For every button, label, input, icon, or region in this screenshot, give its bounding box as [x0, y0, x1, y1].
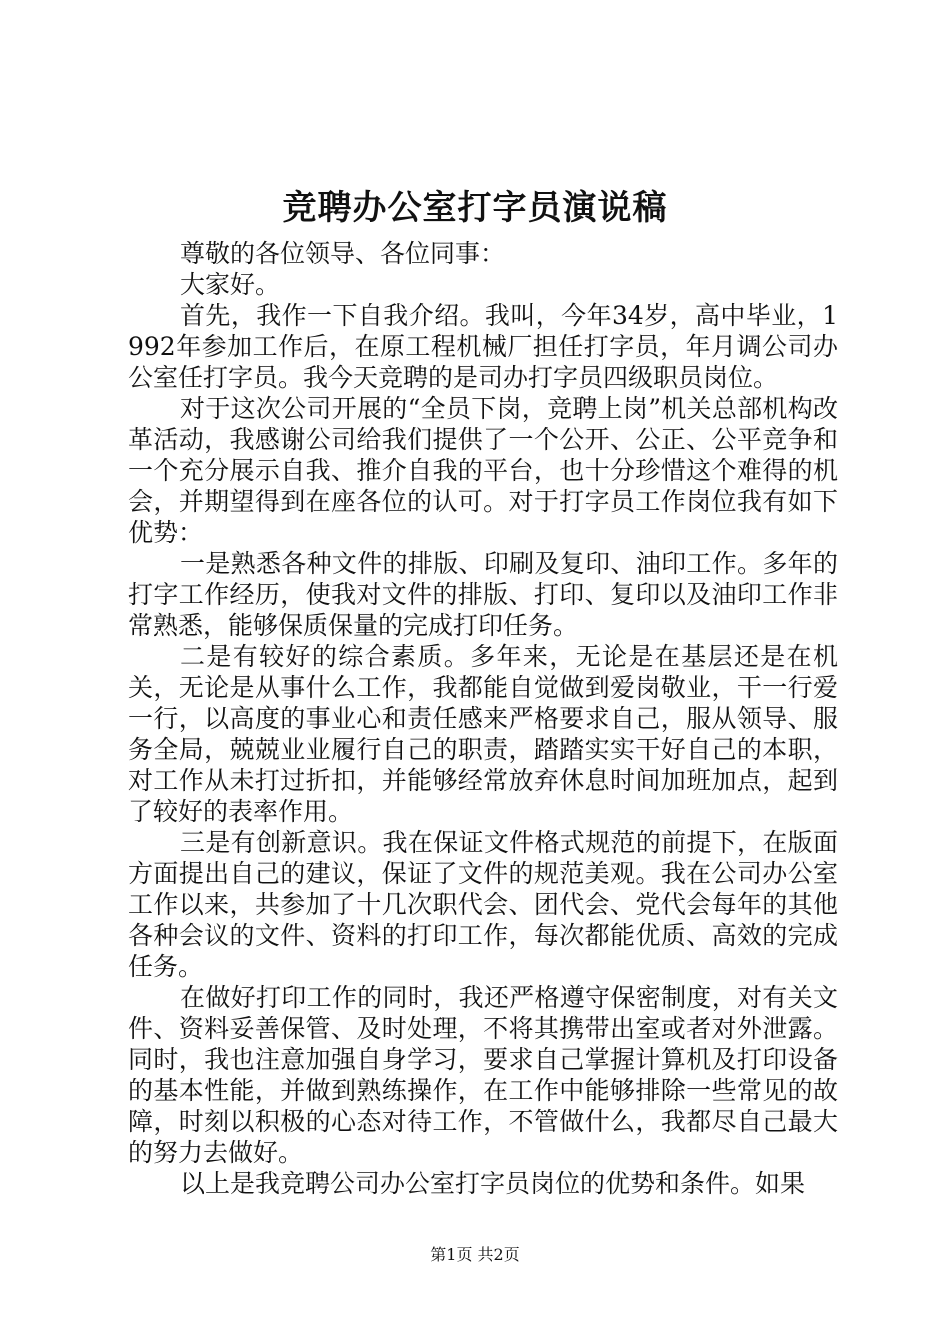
paragraph-greeting: 大家好。 [180, 270, 281, 299]
paragraph-salutation: 尊敬的各位领导、各位同事： [180, 239, 506, 268]
page-number-footer: 第1页 共2页 [430, 1245, 520, 1264]
document-body [128, 238, 838, 1199]
document-title: 竞聘办公室打字员演说稿 [282, 188, 668, 228]
paragraph-advantage-two: 二是有较好的综合素质。多年来，无论是在基层还是在机关，无论是从事什么工作，我都能自觉做到爱岗敬业，干一行爱一行，以高度的事业心和责任感来严格要求自己，服从领导、服务全局，兢兢业业履行自己的职责，踏踏实实干好自己的本职，对工作从未打过折扣，并能够经常放弃休息时间加班加点，起到了较好的表率作用。 [128, 642, 838, 826]
paragraph-reform-activity: 对于这次公司开展的“全员下岗，竞聘上岗”机关总部机构改革活动，我感谢公司给我们提供了一个公开、公正、公平竞争和一个充分展示自我、推介自我的平台，也十分珍惜这个难得的机会，并期望得到在座各位的认可。对于打字员工作岗位我有如下优势： [128, 394, 838, 547]
paragraph-advantage-one: 一是熟悉各种文件的排版、印刷及复印、油印工作。多年的打字工作经历，使我对文件的排版、打印、复印以及油印工作非常熟悉，能够保质保量的完成打印任务。 [128, 549, 838, 640]
paragraph-advantage-three: 三是有创新意识。我在保证文件格式规范的前提下，在版面方面提出自己的建议，保证了文件的规范美观。我在公司办公室工作以来，共参加了十几次职代会、团代会、党代会每年的其他各种会议的文件、资料的打印工作，每次都能优质、高效的完成任务。 [128, 828, 838, 981]
paragraph-introduction: 首先，我作一下自我介绍。我叫，今年34岁，高中毕业，1992年参加工作后，在原工程机械厂担任打字员，年月调公司办公室任打字员。我今天竞聘的是司办打字员四级职员岗位。 [128, 301, 838, 392]
paragraph-conclusion: 以上是我竞聘公司办公室打字员岗位的优势和条件。如果 [180, 1169, 806, 1198]
paragraph-confidentiality: 在做好打印工作的同时，我还严格遵守保密制度，对有关文件、资料妥善保管、及时处理，不将其携带出室或者对外泄露。同时，我也注意加强自身学习，要求自己掌握计算机及打印设备的基本性能，并做到熟练操作，在工作中能够排除一些常见的故障，时刻以积极的心态对待工作，不管做什么，我都尽自己最大的努力去做好。 [128, 983, 838, 1167]
